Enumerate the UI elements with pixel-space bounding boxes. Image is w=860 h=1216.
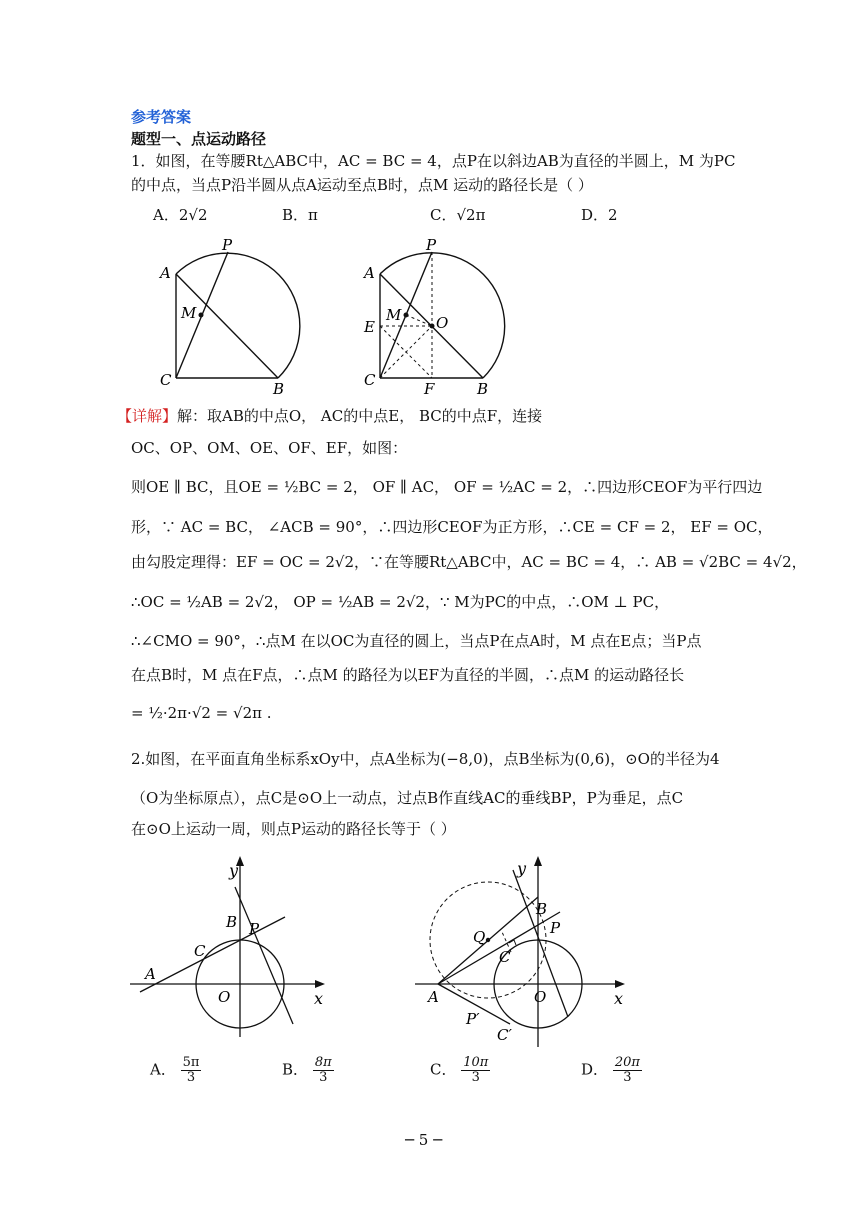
fig-label: C <box>160 371 172 389</box>
fig-label: P <box>426 236 437 254</box>
q2-line1: 2.如图，在平面直角坐标系xOy中，点A坐标为(−8,0)，点B坐标为(0,6)，⊙O的半径为4 <box>131 750 720 768</box>
answer-title: 参考答案 <box>131 108 192 126</box>
fraction-denominator: 3 <box>186 1070 196 1085</box>
choice-label: C． <box>430 206 457 224</box>
q1-choice-d <box>581 204 618 225</box>
q2-figure-left <box>125 852 335 1042</box>
q1-solution-line9: = ½·2π·√2 = √2π . <box>131 704 272 722</box>
section-title: 题型一、点运动路径 <box>131 130 267 148</box>
fig-label: A <box>160 264 171 282</box>
choice-label: B． <box>282 206 309 224</box>
fraction-numerator: 20π <box>614 1055 640 1070</box>
choice-label: B． <box>282 1060 309 1079</box>
choice-value: 2 <box>608 206 618 224</box>
q1-solution-line7: ∴∠CMO = 90°，∴点M 在以OC为直径的圆上，当点P在点A时，M 点在E点；当P点 <box>131 632 702 650</box>
fig-label: y <box>517 859 527 878</box>
detail-tag: 【详解】 <box>117 407 178 425</box>
choice-label: A． <box>153 206 179 224</box>
fig-label: F <box>424 380 435 397</box>
fraction-numerator: 8π <box>314 1055 332 1070</box>
q1-figure-left <box>150 232 315 397</box>
fig-label: A <box>428 988 439 1006</box>
fraction-numerator: 5π <box>182 1055 200 1070</box>
fraction-denominator: 3 <box>471 1070 480 1085</box>
q1-line1: 1．如图，在等腰Rt△ABC中，AC = BC = 4，点P在以斜边AB为直径的半圆上，M 为PC <box>131 152 736 170</box>
fig-label: B <box>536 900 548 918</box>
q2-line2: （O为坐标原点），点C是⊙O上一动点，过点B作直线AC的垂线BP，P为垂足，点C <box>131 789 684 807</box>
fig-label: Q <box>473 928 486 946</box>
q1-figure-right <box>355 232 520 397</box>
q1-solution-line4: 形，∵ AC = BC， ∠ACB = 90°，∴四边形CEOF为正方形，∴CE = CF = 2， EF = OC， <box>131 518 773 536</box>
choice-fraction <box>313 1056 334 1085</box>
fig-label: y <box>229 861 239 880</box>
fig-label: C′ <box>497 1026 512 1044</box>
fig-label: P′ <box>466 1010 480 1028</box>
choice-fraction <box>613 1056 642 1085</box>
q2-choice-d <box>581 1056 642 1085</box>
q1-solution-line3: 则OE ∥ BC，且OE = ½BC = 2， OF ∥ AC， OF = ½AC = 2，∴四边形CEOF为平行四边 <box>131 478 763 496</box>
choice-value: π <box>308 206 318 224</box>
choice-fraction <box>461 1056 490 1085</box>
choice-label: D． <box>581 1060 609 1079</box>
q2-line3: 在⊙O上运动一周，则点P运动的路径长等于（ ） <box>131 820 456 838</box>
choice-label: D． <box>581 206 609 224</box>
fig-label: x <box>614 989 624 1008</box>
choice-label: C． <box>430 1060 457 1079</box>
fig-label: B <box>477 380 489 397</box>
fig-label: C <box>364 371 376 389</box>
fig-label: A <box>364 264 375 282</box>
q1-solution-line1 <box>117 406 542 426</box>
q1-solution-line2: OC、OP、OM、OE、OF、EF，如图： <box>131 439 408 457</box>
page-number: ─ 5 ─ <box>405 1131 443 1149</box>
q1-solution-line8: 在点B时，M 点在F点，∴点M 的路径为以EF为直径的半圆，∴点M 的运动路径长 <box>131 666 685 684</box>
fig-label: A <box>145 965 156 983</box>
solution-text: 解：取AB的中点O， AC的中点E， BC的中点F，连接 <box>177 407 543 425</box>
fig-label: O <box>436 314 449 332</box>
fig-label: M <box>181 304 197 322</box>
fig-label: E <box>364 318 375 336</box>
q1-choice-b <box>282 204 318 225</box>
fraction-denominator: 3 <box>623 1070 632 1085</box>
choice-value: √2π <box>456 206 486 224</box>
q1-line2: 的中点，当点P沿半圆从点A运动至点B时，点M 运动的路径长是（ ） <box>131 176 593 194</box>
q2-choice-b <box>282 1056 334 1085</box>
fig-label: C <box>499 948 511 966</box>
q1-solution-line5: 由勾股定理得：EF = OC = 2√2，∵在等腰Rt△ABC中，AC = BC = 4，∴ AB = √2BC = 4√2， <box>131 553 807 571</box>
q2-choice-a <box>150 1056 201 1085</box>
fraction-numerator: 10π <box>463 1055 489 1070</box>
fig-label: P <box>249 920 260 938</box>
fig-label: P <box>550 919 561 937</box>
fig-label: B <box>226 913 238 931</box>
fig-label: B <box>273 380 285 397</box>
fig-label: M <box>386 306 402 324</box>
q1-solution-line6: ∴OC = ½AB = 2√2， OP = ½AB = 2√2，∵ M为PC的中点，∴OM ⊥ PC， <box>131 593 670 611</box>
q2-choice-c <box>430 1056 490 1085</box>
q1-choice-c <box>430 204 485 225</box>
choice-fraction <box>181 1056 202 1085</box>
fig-label: P <box>222 236 233 254</box>
fig-label: x <box>314 989 324 1008</box>
fig-label: O <box>218 988 231 1006</box>
q2-figure-right <box>410 852 635 1052</box>
fraction-denominator: 3 <box>319 1070 328 1085</box>
q1-choice-a <box>153 204 208 225</box>
fig-label: C <box>194 942 206 960</box>
fig-label: O <box>534 988 547 1006</box>
choice-label: A． <box>150 1060 176 1079</box>
choice-value: 2√2 <box>178 206 208 224</box>
